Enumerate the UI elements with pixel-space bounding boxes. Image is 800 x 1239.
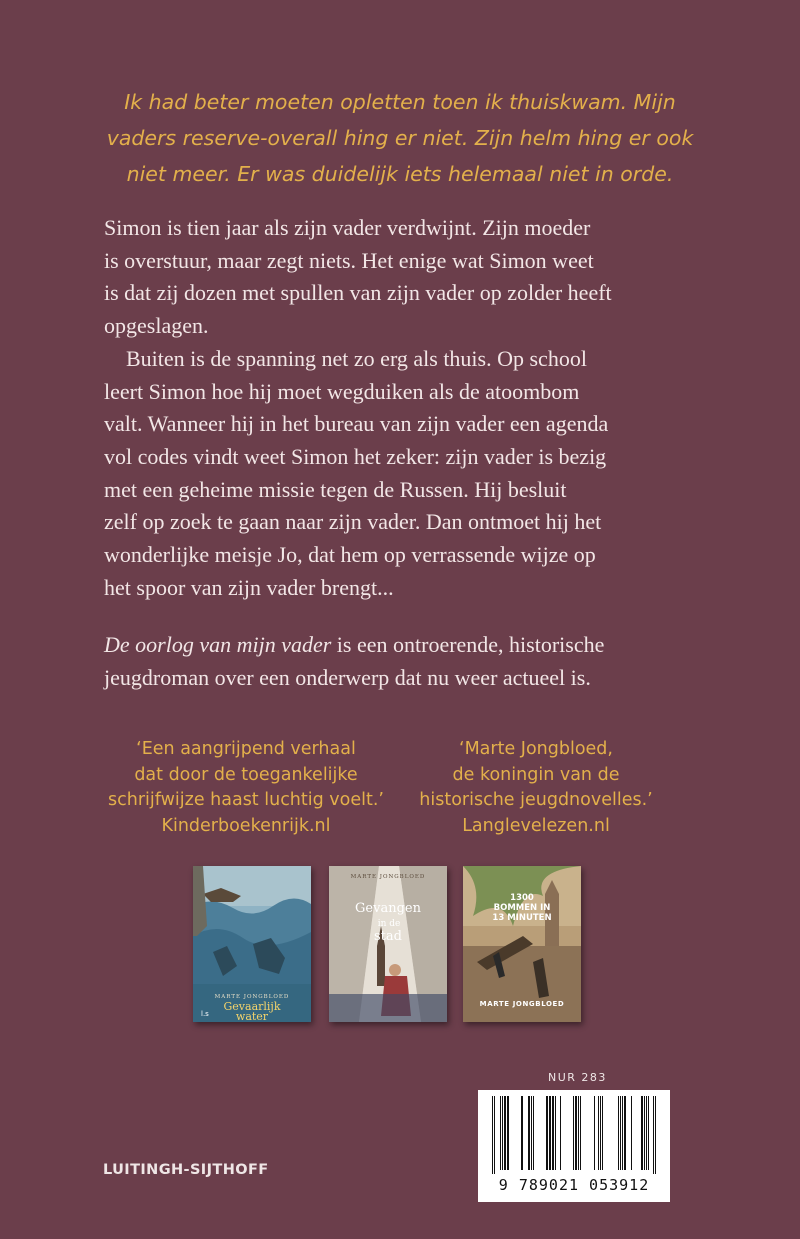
cover-title: Gevangen: [355, 901, 421, 916]
barcode-bar: [528, 1096, 530, 1170]
synopsis: [104, 212, 704, 604]
cover-gevaarlijk-water[interactable]: [193, 866, 311, 1022]
barcode-bars: [478, 1090, 670, 1176]
barcode-bar: [580, 1096, 581, 1170]
barcode-bar: [546, 1096, 548, 1170]
review-blurb-langlevelezen: [376, 737, 696, 839]
publisher-logo: LUITINGH-SIJTHOFF: [103, 1162, 269, 1178]
barcode-bar: [631, 1096, 632, 1170]
cover-title: 13 MINUTEN: [492, 913, 552, 923]
barcode-bar: [560, 1096, 561, 1170]
intro-quote-line: niet meer. Er was duidelijk iets helemaal niet in orde.: [126, 162, 674, 186]
intro-quote-line: Ik had beter moeten opletten toen ik thuiskwam. Mijn: [124, 90, 676, 114]
blurb-line: de koningin van de: [452, 764, 620, 785]
blurb-source: Langlevelezen.nl: [462, 815, 610, 836]
blurb-line: schrijfwijze haast luchtig voelt.’: [108, 790, 384, 810]
cover-art: [329, 866, 447, 1022]
barcode-bar: [620, 1096, 621, 1170]
book-title: De oorlog van mijn vader: [104, 632, 332, 657]
barcode-bar: [653, 1096, 654, 1174]
barcode-bar: [594, 1096, 595, 1170]
barcode-bar: [573, 1096, 574, 1170]
synopsis-line: leert Simon hoe hij moet wegduiken als de atoombom: [104, 378, 580, 404]
nur-code: NUR 283: [548, 1071, 607, 1084]
cover-title: water: [235, 1010, 269, 1022]
blurb-source: Kinderboekenrijk.nl: [161, 815, 331, 836]
blurb-line: dat door de toegankelijke: [134, 764, 358, 785]
barcode-bar: [502, 1096, 503, 1170]
barcode-bar: [575, 1096, 577, 1170]
barcode-bar: [555, 1096, 556, 1170]
barcode-bar: [549, 1096, 551, 1170]
barcode-bar: [504, 1096, 506, 1170]
barcode-bar: [500, 1096, 501, 1170]
blurb-line: ‘Marte Jongbloed,: [459, 739, 613, 759]
closing-line: [104, 629, 704, 662]
cover-title: BOMMEN IN: [493, 903, 551, 913]
barcode-bar: [641, 1096, 643, 1170]
cover-author: MARTE JONGBLOED: [350, 874, 426, 880]
barcode-bar: [600, 1096, 601, 1170]
cover-title: 1300: [510, 893, 534, 903]
synopsis-line: vol codes vindt weet Simon het zeker: zijn vader is bezig: [104, 443, 607, 469]
synopsis-line: het spoor van zijn vader brengt...: [104, 574, 394, 600]
synopsis-line: opgeslagen.: [104, 313, 209, 339]
closing-line-rest: is een ontroerende, historische: [331, 632, 605, 657]
barcode-bar: [578, 1096, 579, 1170]
barcode-bar: [531, 1096, 532, 1170]
closing-statement: [104, 629, 704, 694]
intro-quote: [100, 84, 700, 192]
intro-quote-line: vaders reserve-overall hing er niet. Zijn helm hing er ook: [106, 126, 694, 150]
cover-title: Gevaarlijk: [223, 1000, 281, 1013]
synopsis-line: wonderlijke meisje Jo, dat hem op verrassende wijze op: [104, 542, 596, 568]
barcode-bar: [644, 1096, 645, 1170]
synopsis-line: Buiten is de spanning net zo erg als thuis. Op school: [126, 345, 587, 371]
barcode-bar: [602, 1096, 603, 1170]
cover-gevangen-in-de-stad[interactable]: [329, 866, 447, 1022]
cover-art: [463, 866, 581, 1022]
barcode-bar: [622, 1096, 623, 1170]
barcode-bar: [552, 1096, 554, 1170]
synopsis-line: valt. Wanneer hij in het bureau van zijn vader een agenda: [104, 411, 609, 437]
cover-art: [193, 866, 311, 1022]
cover-title: in de: [377, 919, 401, 929]
barcode-bar: [533, 1096, 534, 1170]
barcode-bar: [598, 1096, 599, 1170]
synopsis-line: is overstuur, maar zegt niets. Het enige wat Simon weet: [104, 247, 594, 273]
barcode-bar: [521, 1096, 523, 1170]
isbn-barcode: [478, 1090, 670, 1202]
barcode-bar: [492, 1096, 493, 1174]
barcode-bar: [507, 1096, 509, 1170]
cover-author: MARTE JONGBLOED: [479, 1000, 565, 1008]
synopsis-line: Simon is tien jaar als zijn vader verdwijnt. Zijn moeder: [104, 215, 591, 240]
synopsis-line: is dat zij dozen met spullen van zijn vader op zolder heeft: [104, 280, 612, 306]
cover-author: MARTE JONGBLOED: [214, 994, 290, 1000]
cover-1300-bommen[interactable]: [463, 866, 581, 1022]
barcode-bar: [618, 1096, 619, 1170]
synopsis-line: met een geheime missie tegen de Russen. Hij besluit: [104, 476, 567, 502]
barcode-bar: [494, 1096, 495, 1174]
closing-line: jeugdroman over een onderwerp dat nu weer actueel is.: [104, 664, 591, 690]
barcode-bar: [655, 1096, 656, 1174]
barcode-bar: [648, 1096, 649, 1170]
synopsis-line: zelf op zoek te gaan naar zijn vader. Dan ontmoet hij het: [104, 509, 602, 535]
barcode-bar: [646, 1096, 647, 1170]
isbn-number: 9 789021 053912: [498, 1176, 650, 1194]
review-blurb-kinderboekenrijk: [86, 737, 406, 839]
blurb-line: ‘Een aangrijpend verhaal: [136, 739, 356, 759]
barcode-bar: [624, 1096, 626, 1170]
blurb-line: historische jeugdnovelles.’: [419, 790, 653, 810]
cover-title: stad: [374, 929, 402, 944]
publisher-mark: l.s: [201, 1010, 209, 1018]
